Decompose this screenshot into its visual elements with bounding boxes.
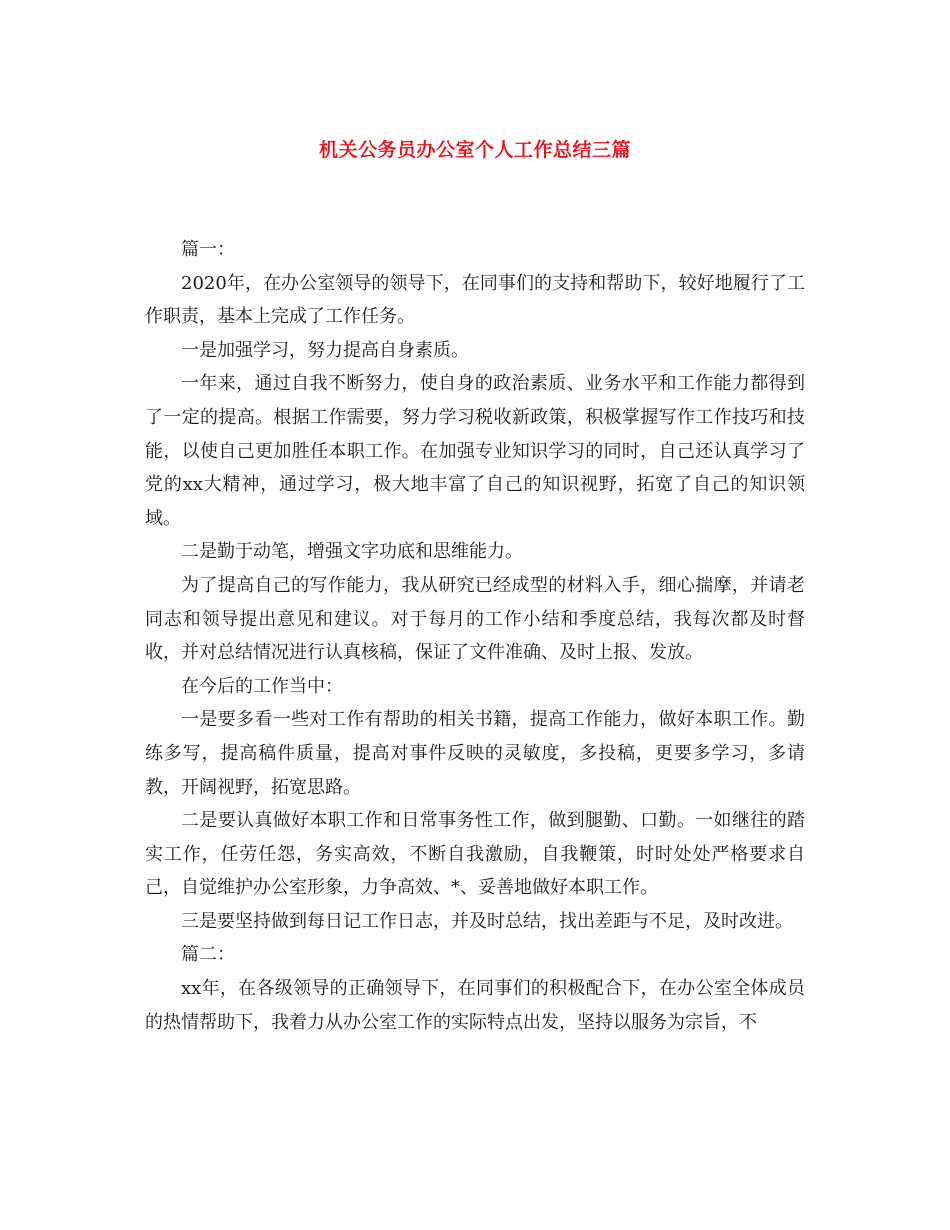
paragraph-section-2-intro: xx年，在各级领导的正确领导下，在同事们的积极配合下，在办公室全体成员的热情帮助下，我着力从办公室工作的实际特点出发，坚持以服务为宗旨，不 [145,978,805,1033]
paragraph-point-1-body: 一年来，通过自我不断努力，使自身的政治素质、业务水平和工作能力都得到了一定的提高。根据工作需要，努力学习税收新政策，积极掌握写作工作技巧和技能，以使自己更加胜任本职工作。在加强专业知识学习的同时，自己还认真学习了党的xx大精神，通过学习，极大地丰富了自己的知识视野，拓宽了自己的知识领域。 [145,373,805,529]
paragraph-intro: 2020年，在办公室领导的领导下，在同事们的支持和帮助下，较好地履行了工作职责，基本上完成了工作任务。 [145,272,805,328]
document-title: 机关公务员办公室个人工作总结三篇 [318,139,631,161]
paragraph-section-1-heading: 篇一： [181,239,235,260]
paragraph-point-1-heading: 一是加强学习，努力提高自身素质。 [181,339,469,361]
document-body [145,233,805,1039]
paragraph-future-heading: 在今后的工作当中： [181,675,343,697]
paragraph-section-2-heading: 篇二： [181,944,235,966]
paragraph-future-2: 二是要认真做好本职工作和日常事务性工作，做到腿勤、口勤。一如继往的踏实工作，任劳任怨，务实高效，不断自我激励，自我鞭策，时时处处严格要求自己，自觉维护办公室形象，力争高效、*、妥善地做好本职工作。 [145,810,805,899]
paragraph-point-2-body: 为了提高自己的写作能力，我从研究已经成型的材料入手，细心揣摩，并请老同志和领导提出意见和建议。对于每月的工作小结和季度总结，我每次都及时督收，并对总结情况进行认真核稿，保证了文件准确、及时上报、发放。 [145,574,805,664]
paragraph-future-1: 一是要多看一些对工作有帮助的相关书籍，提高工作能力，做好本职工作。勤练多写，提高稿件质量，提高对事件反映的灵敏度，多投稿，更要多学习，多请教，开阔视野，拓宽思路。 [145,709,805,798]
paragraph-future-3: 三是要坚持做到每日记工作日志，并及时总结，找出差距与不足，及时改进。 [181,910,793,932]
paragraph-point-2-heading: 二是勤于动笔，增强文字功底和思维能力。 [181,541,523,563]
